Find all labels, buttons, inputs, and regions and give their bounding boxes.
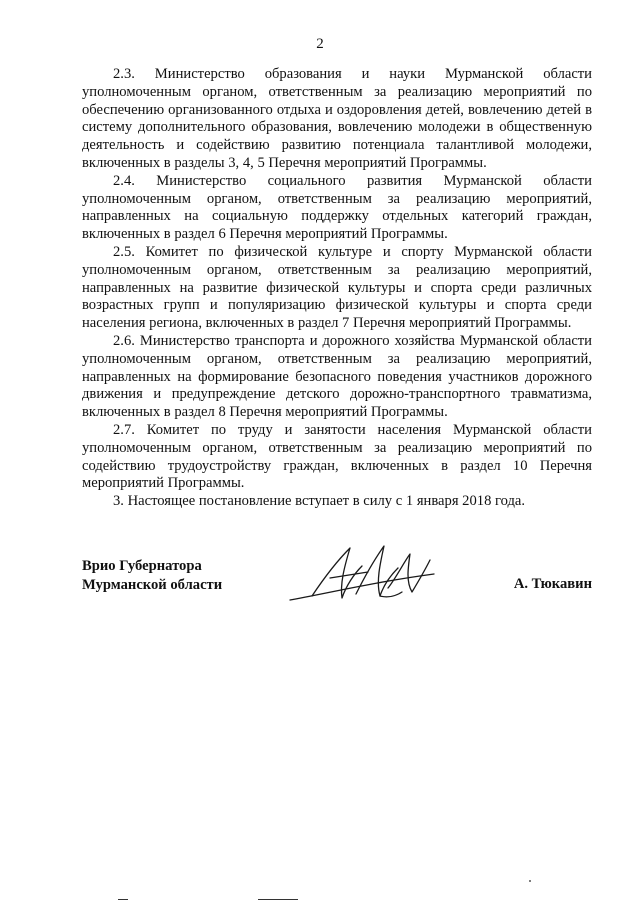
paragraph-3: 3. Настоящее постановление вступает в силу с 1 января 2018 года. [113, 493, 526, 510]
signatory-position-line2: Мурманской области [82, 577, 223, 593]
scan-speck [529, 880, 531, 882]
signatory-position-line1: Врио Губернатора [82, 558, 202, 574]
signatory-position [82, 557, 222, 595]
paragraph-2-7: 2.7. Комитет по труду и занятости населения Мурманской области уполномоченным органом, ответственным за реализацию мероприятий по содействию трудоустройству граждан, включенных в раздел 10 Перечня мероприятий Программы. [82, 421, 592, 492]
signatory-name: А. Тюкавин [513, 576, 592, 592]
paragraph-2-4: 2.4. Министерство социального развития Мурманской области уполномоченным органом, ответственным за реализацию мероприятий, направленных на социальную поддержку отдельных категорий граждан, включенных в раздел 6 Перечня мероприятий Программы. [82, 172, 592, 243]
document-body [82, 66, 592, 511]
page-number: 2 [316, 36, 324, 52]
footer-line-left [118, 899, 128, 900]
paragraph-2-6: 2.6. Министерство транспорта и дорожного хозяйства Мурманской области уполномоченным органом, ответственным за реализацию мероприятий, направленных на формирование безопасного поведения участников дорожного движения и предупреждение детского дорожно-транспортного травматизма, включенных в раздел 8 Перечня мероприятий Программы. [82, 332, 592, 421]
paragraph-2-5: 2.5. Комитет по физической культуре и спорту Мурманской области уполномоченным органом, ответственным за реализацию мероприятий, направленных на развитие физической культуры и спорта среди различных возрастных групп и популяризацию физической культуры и спорта среди населения региона, включенных в раздел 7 Перечня мероприятий Программы. [82, 243, 592, 332]
paragraph-2-3: 2.3. Министерство образования и науки Мурманской области уполномоченным органом, ответственным за реализацию мероприятий по обеспечению организованного отдыха и оздоровления детей, вовлечению детей в систему дополнительного образования, вовлечению молодежи в общественную деятельность и содействию развитию потенциала талантливой молодежи, включенных в разделы 3, 4, 5 Перечня мероприятий Программы. [82, 66, 592, 171]
handwritten-signature [284, 538, 454, 618]
footer-line-right [258, 899, 298, 900]
